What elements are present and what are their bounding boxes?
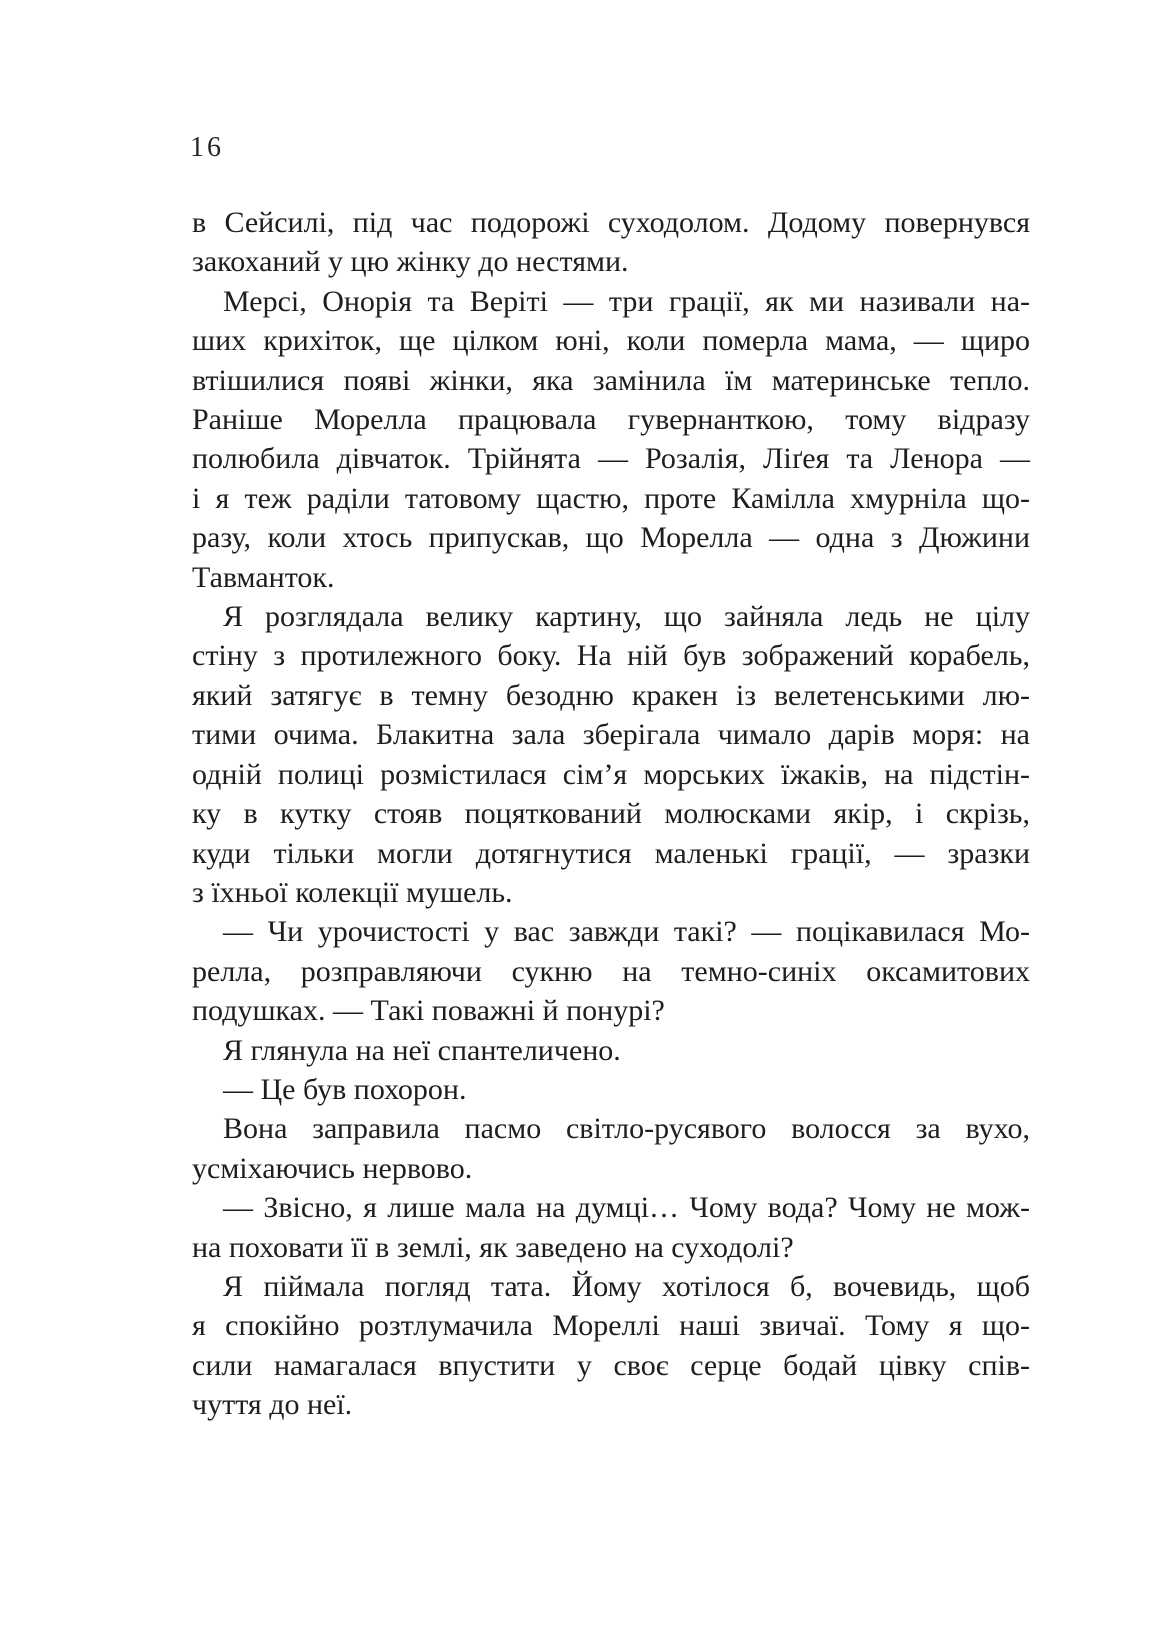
text-line: сили намагалася впустити у своє серце бодай цівку спів- [192,1348,1030,1382]
paragraph [192,282,1030,597]
text-line: Мерсі, Онорія та Веріті — три грації, як ми називали на- [223,284,1030,318]
paragraph [192,1109,1030,1188]
text-line: — Чи урочистості у вас завжди такі? — поцікавилася Мо- [223,915,1030,949]
text-line: усміхаючись нервово. [192,1151,473,1185]
paragraph [192,203,1030,282]
text-line: з їхньої колекції мушель. [192,875,513,909]
text-line: і я теж раділи татовому щастю, проте Камілла хмурніла що- [192,481,1030,515]
text-line: тими очима. Блакитна зала зберігала чимало дарів моря: на [192,718,1030,752]
paragraph [192,1070,1030,1109]
text-line: стіну з протилежного боку. На ній був зображений корабель, [192,639,1030,673]
text-line: втішилися появі жінки, яка замінила їм материнське тепло. [192,363,1030,397]
text-line: Я глянула на неї спантеличено. [223,1033,621,1067]
text-line: — Це був похорон. [223,1072,467,1106]
text-line: ших крихіток, ще цілком юні, коли померла мама, — щиро [192,324,1030,358]
paragraph [192,912,1030,1030]
text-line: разу, коли хтось припускав, що Морелла — одна з Дюжини [192,521,1030,555]
text-line: Я розглядала велику картину, що зайняла ледь не цілу [223,600,1030,634]
paragraph [192,1267,1030,1425]
text-line: я спокійно розтлумачила Мореллі наші звичаї. Тому я що- [192,1309,1030,1343]
page-number: 16 [190,132,224,163]
paragraph [192,1188,1030,1267]
text-line: одній полиці розмістилася сім’я морських їжаків, на підстін- [192,757,1030,791]
text-line: Я піймала погляд тата. Йому хотілося б, вочевидь, щоб [223,1269,1030,1303]
text-line: куди тільки могли дотягнутися маленькі грації, — зразки [192,836,1030,870]
text-line: релла, розправляючи сукню на темно-синіх оксамитових [192,954,1030,988]
text-line: подушках. — Такі поважні й понурі? [192,994,665,1028]
text-line: Раніше Морелла працювала гувернанткою, тому відразу [192,403,1030,437]
text-line: в Сейсилі, під час подорожі суходолом. Додому повернувся [192,206,1030,239]
paragraph [192,1031,1030,1070]
text-line: чуття до неї. [192,1388,353,1422]
text-line: Тавманток. [192,560,335,594]
paragraph [192,597,1030,912]
text-line: який затягує в темну безодню кракен із велетенськими лю- [192,678,1030,712]
text-line: Вона заправила пасмо світло-русявого волосся за вухо, [223,1112,1030,1146]
text-line: закоханий у цю жінку до нестями. [192,245,629,279]
text-line: ку в кутку стояв поцяткований молюсками якір, і скрізь, [192,797,1030,831]
text-block [192,203,1030,1425]
text-line: — Звісно, я лише мала на думці… Чому вода? Чому не мож- [223,1191,1030,1225]
text-line: полюбила дівчаток. Трійнята — Розалія, Ліґея та Ленора — [192,442,1030,476]
text-line: на поховати її в землі, як заведено на суходолі? [192,1230,794,1264]
